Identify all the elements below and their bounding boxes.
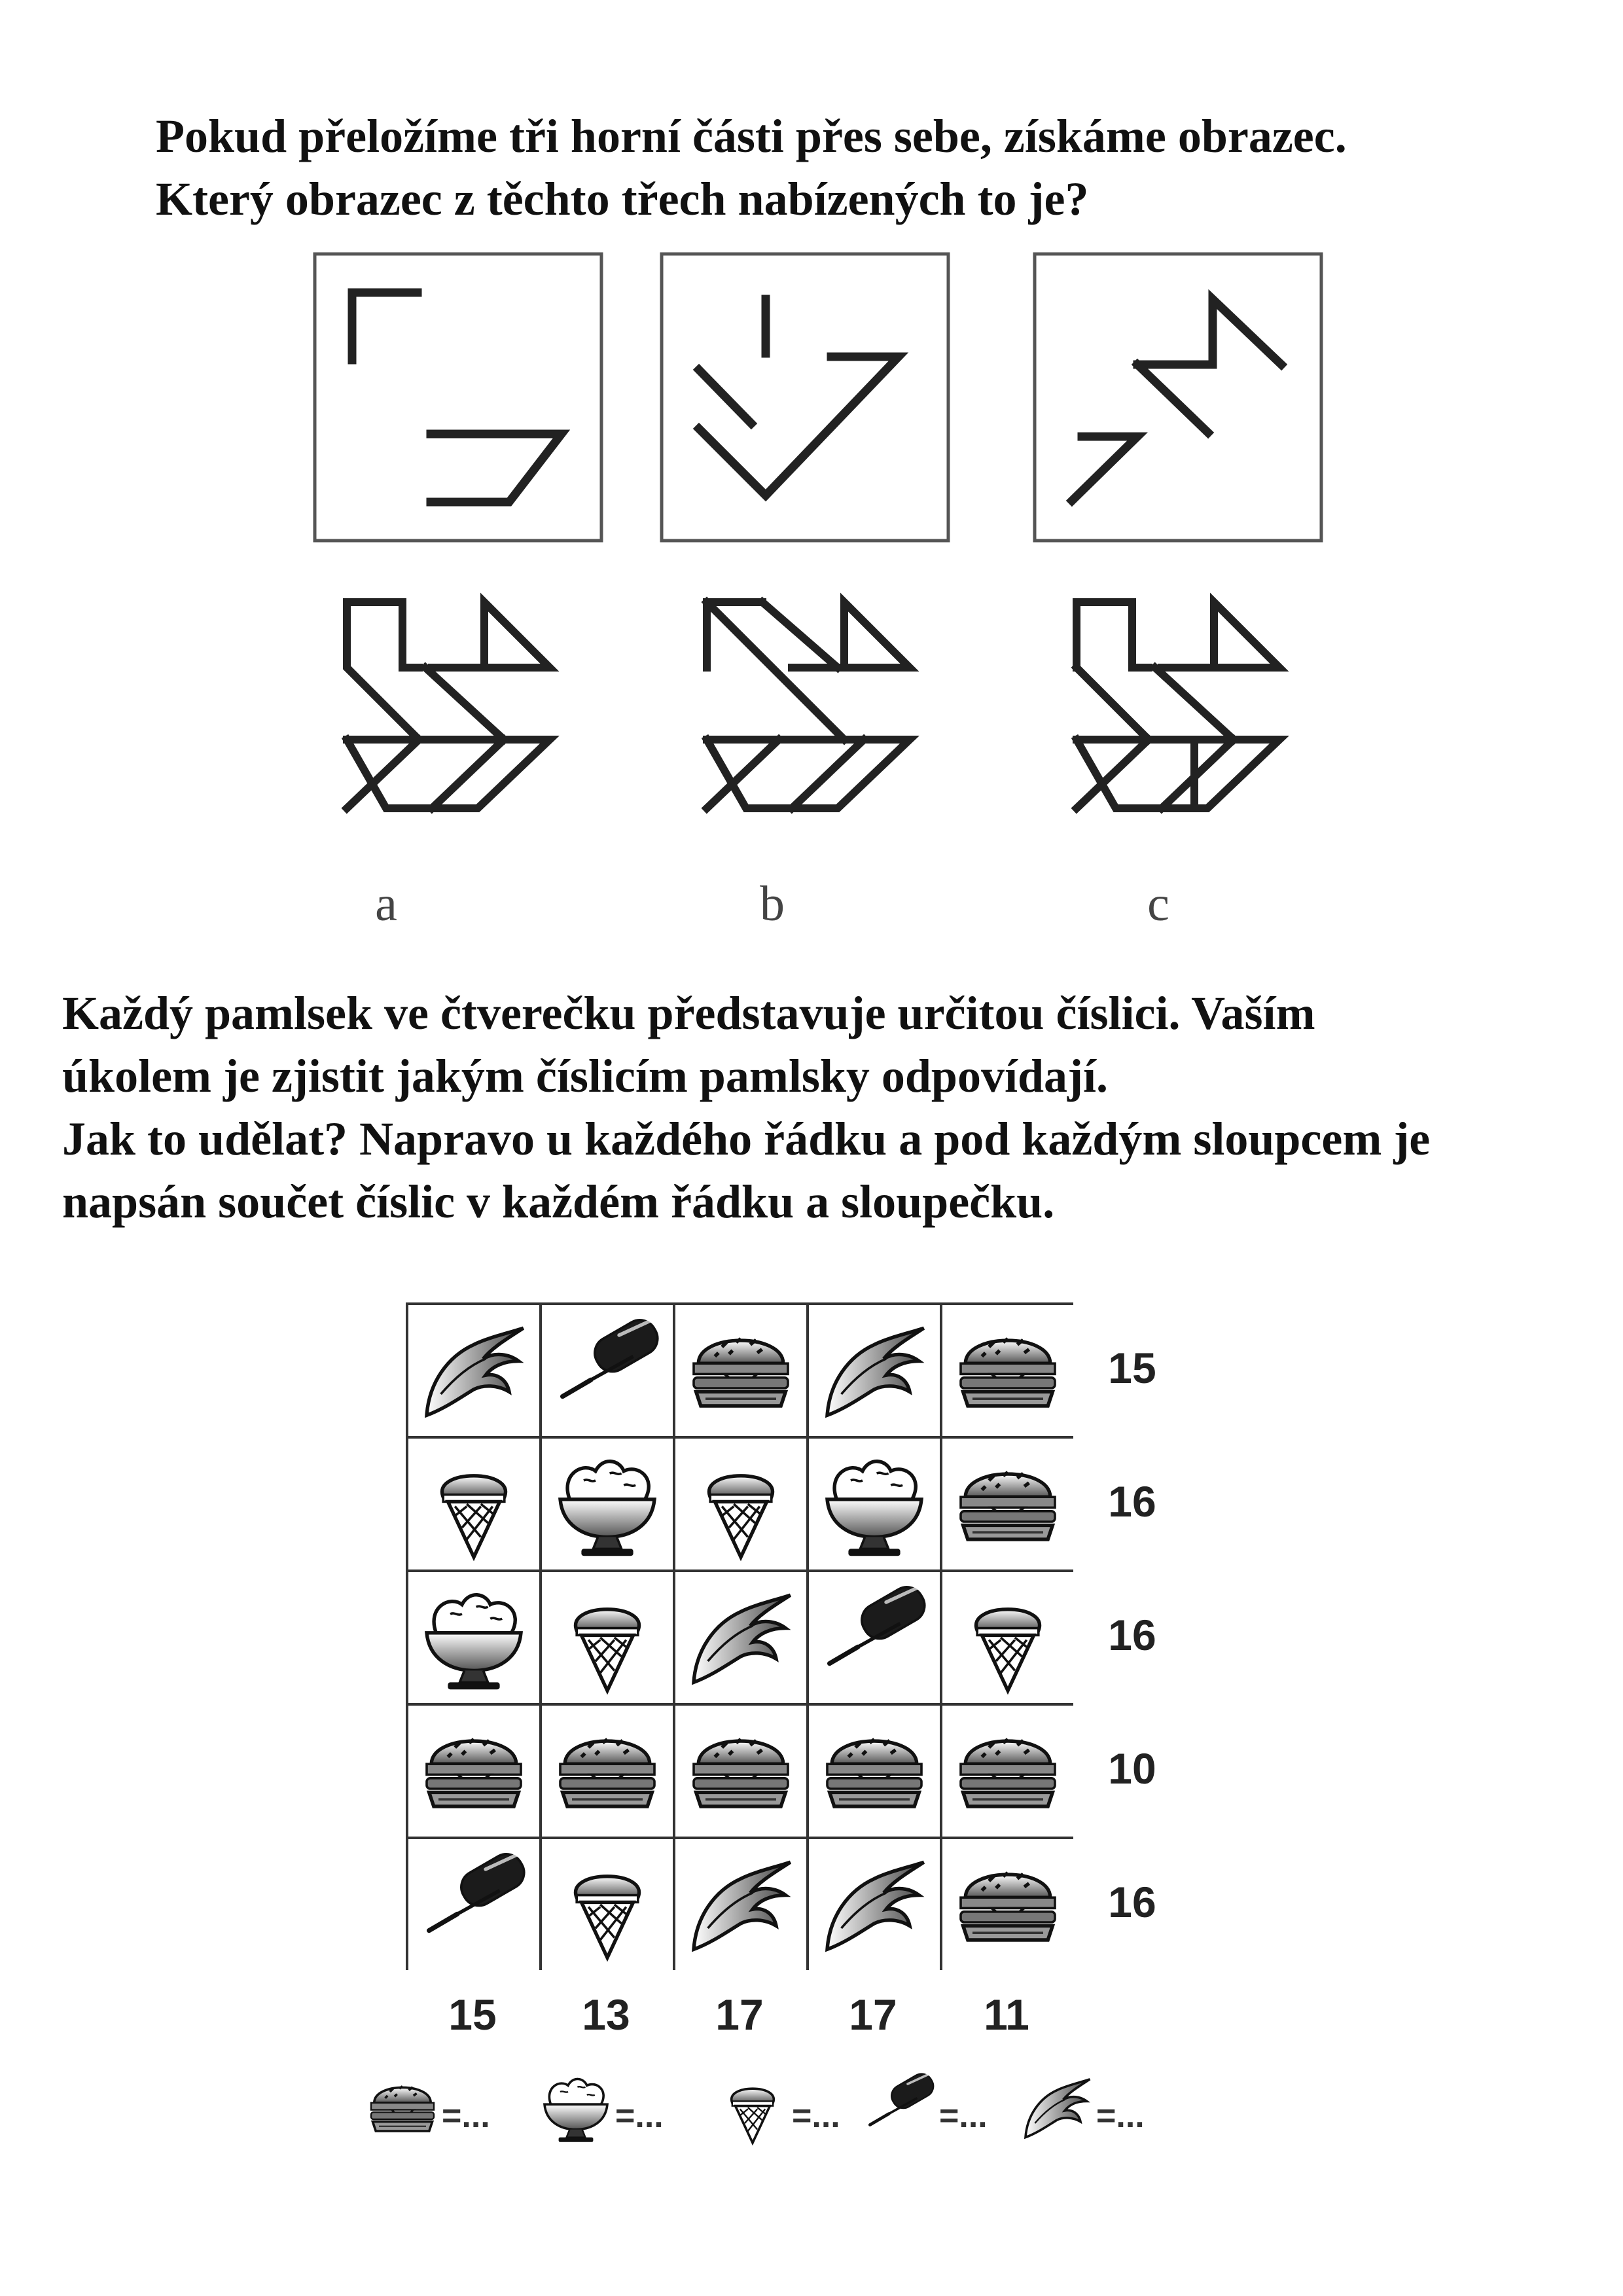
burger-icon <box>961 1739 1055 1806</box>
legend-value-blank[interactable]: =... <box>1096 2097 1145 2135</box>
option-a-label: a <box>375 876 397 931</box>
treat-grid <box>406 1302 1073 1970</box>
icecream-cone-icon <box>713 2065 792 2150</box>
burger-icon <box>961 1338 1055 1406</box>
task1-question <box>156 105 1347 230</box>
task2-line-1: Každý pamlsek ve čtverečku představuje určitou číslici. Vaším <box>62 987 1315 1039</box>
column-sum: 11 <box>984 1990 1029 2039</box>
legend-value-blank[interactable]: =... <box>615 2097 664 2135</box>
column-sum: 15 <box>448 1990 497 2039</box>
row-sum: 15 <box>1108 1344 1156 1392</box>
burger-icon <box>694 1739 788 1806</box>
burger-icon <box>560 1739 654 1806</box>
option-c-label: c <box>1147 876 1169 931</box>
banana-icon <box>1018 2065 1096 2150</box>
column-sum: 13 <box>582 1990 630 2039</box>
task1-line-2: Který obrazec z těchto třech nabízených to je? <box>156 173 1089 225</box>
legend-value-blank[interactable]: =... <box>442 2097 490 2135</box>
row-sum: 16 <box>1108 1611 1156 1659</box>
treat-grid-svg <box>406 1302 1073 1970</box>
icecream-bowl-icon <box>537 2065 615 2150</box>
burger-icon <box>363 2065 442 2150</box>
option-a-figure[interactable] <box>327 583 576 818</box>
task2-instructions <box>62 982 1430 1233</box>
legend-value-blank[interactable]: =... <box>792 2097 840 2135</box>
task2-line-2: úkolem je zjistit jakým číslicím pamlsky odpovídají. <box>62 1050 1108 1102</box>
option-b-figure[interactable] <box>687 583 936 818</box>
column-sum: 17 <box>715 1990 764 2039</box>
burger-icon <box>961 1873 1055 1940</box>
row-sum: 16 <box>1108 1477 1156 1526</box>
option-b-label: b <box>760 876 785 931</box>
panel-1 <box>313 252 603 543</box>
task2-line-3: Jak to udělat? Napravo u každého řádku a pod každým sloupcem je <box>62 1113 1431 1165</box>
column-sum: 17 <box>849 1990 897 2039</box>
panel-2 <box>660 252 950 543</box>
panel-3 <box>1033 252 1323 543</box>
task1-line-1: Pokud přeložíme tři horní části přes sebe, získáme obrazec. <box>156 110 1347 162</box>
burger-icon <box>827 1739 921 1806</box>
row-sum: 16 <box>1108 1878 1156 1926</box>
burger-icon <box>427 1739 521 1806</box>
popsicle-icon <box>861 2065 939 2150</box>
burger-icon <box>961 1472 1055 1539</box>
burger-icon <box>694 1338 788 1406</box>
task2-line-4: napsán součet číslic v každém řádku a sloupečku. <box>62 1175 1055 1228</box>
option-c-figure[interactable] <box>1057 583 1306 818</box>
row-sum: 10 <box>1108 1744 1156 1793</box>
legend-value-blank[interactable]: =... <box>939 2097 988 2135</box>
